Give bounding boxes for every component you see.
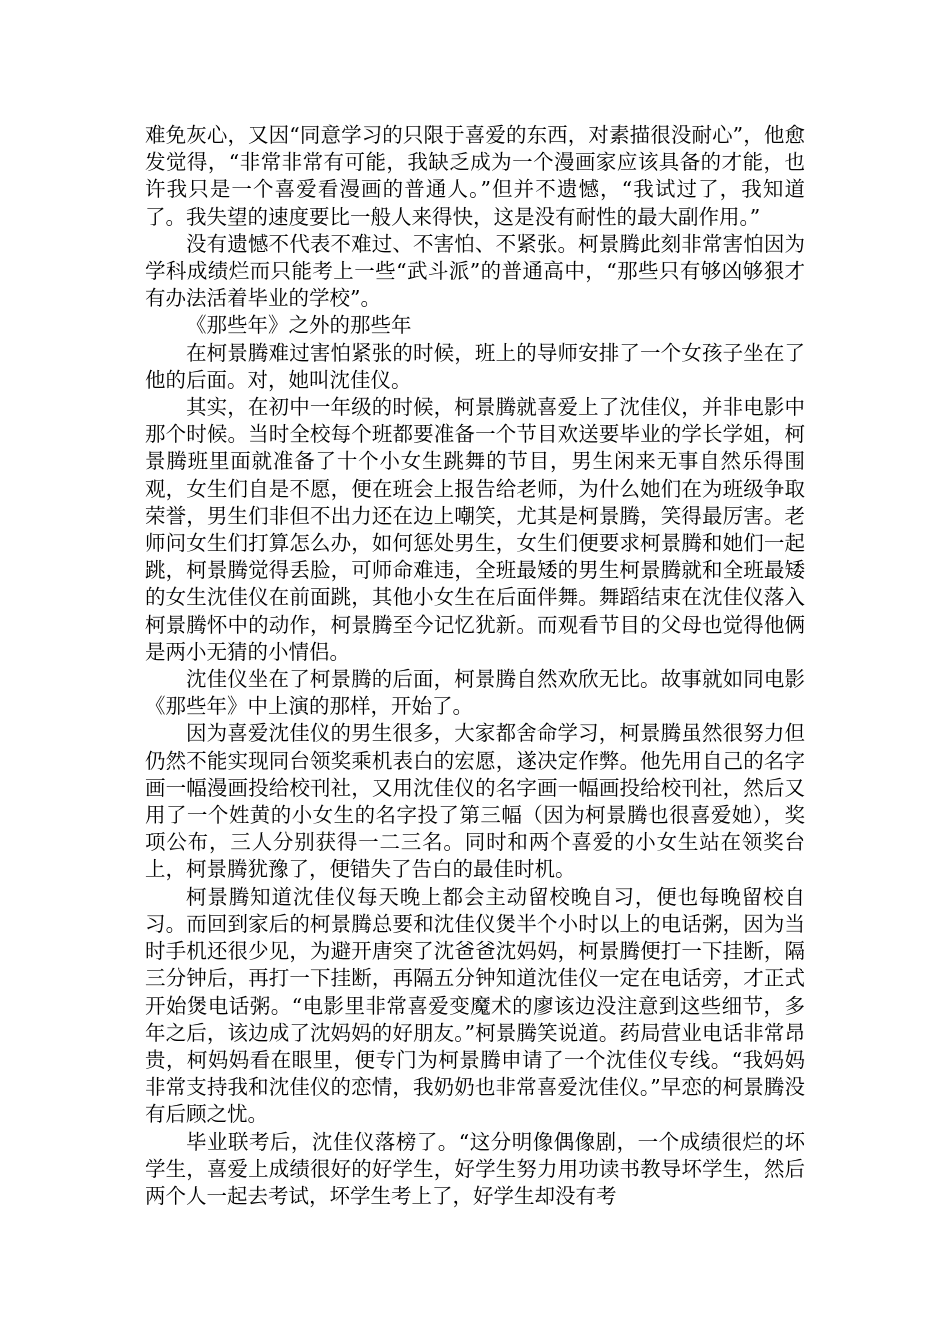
- paragraph: 在柯景腾难过害怕紧张的时候，班上的导师安排了一个女孩子坐在了他的后面。对，她叫沈佳仪。: [145, 340, 805, 392]
- paragraph: 因为喜爱沈佳仪的男生很多，大家都舍命学习，柯景腾虽然很努力但仍然不能实现同台领奖乘机表白的宏愿，遂决定作弊。他先用自己的名字画一幅漫画投给校刊社，又用沈佳仪的名字画一幅画投给校刊社，然后又用了一个姓黄的小女生的名字投了第三幅（因为柯景腾也很喜爱她），奖项公布，三人分别获得一二三名。同时和两个喜爱的小女生站在领奖台上，柯景腾犹豫了，便错失了告白的最佳时机。: [145, 721, 805, 882]
- paragraph: 柯景腾知道沈佳仪每天晚上都会主动留校晚自习，便也每晚留校自习。而回到家后的柯景腾总要和沈佳仪煲半个小时以上的电话粥，因为当时手机还很少见，为避开唐突了沈爸爸沈妈妈，柯景腾便打一下挂断，隔三分钟后，再打一下挂断，再隔五分钟知道沈佳仪一定在电话旁，才正式开始煲电话粥。“电影里非常喜爱变魔术的廖该边没注意到这些细节，多年之后，该边成了沈妈妈的好朋友。”柯景腾笑说道。药局营业电话非常昂贵，柯妈妈看在眼里，便专门为柯景腾申请了一个沈佳仪专线。“我妈妈非常支持我和沈佳仪的恋情，我奶奶也非常喜爱沈佳仪。”早恋的柯景腾没有后顾之忧。: [145, 884, 805, 1127]
- paragraph: 没有遗憾不代表不难过、不害怕、不紧张。柯景腾此刻非常害怕因为学科成绩烂而只能考上一些“武斗派”的普通高中，“那些只有够凶够狠才有办法活着毕业的学校”。: [145, 231, 805, 311]
- paragraph: 毕业联考后，沈佳仪落榜了。“这分明像偶像剧，一个成绩很烂的坏学生，喜爱上成绩很好的好学生，好学生努力用功读书教导坏学生，然后两个人一起去考试，坏学生考上了，好学生却没有考: [145, 1129, 805, 1208]
- section-heading: 《那些年》之外的那些年: [186, 313, 412, 338]
- paragraph-continuation: 难免灰心，又因“同意学习的只限于喜爱的东西，对素描很没耐心”，他愈发觉得，“非常非常有可能，我缺乏成为一个漫画家应该具备的才能，也许我只是一个喜爱看漫画的普通人。”但并不遗憾，“我试过了，我知道了。我失望的速度要比一般人来得快，这是没有耐性的最大副作用。”: [145, 123, 805, 229]
- paragraph: 沈佳仪坐在了柯景腾的后面，柯景腾自然欢欣无比。故事就如同电影《那些年》中上演的那样，开始了。: [145, 667, 805, 719]
- document-body: [145, 122, 805, 1210]
- paragraph: 其实，在初中一年级的时候，柯景腾就喜爱上了沈佳仪，并非电影中那个时候。当时全校每个班都要准备一个节目欢送要毕业的学长学姐，柯景腾班里面就准备了十个小女生跳舞的节目，男生闲来无事自然乐得围观，女生们自是不愿，便在班会上报告给老师，为什么她们在为班级争取荣誉，男生们非但不出力还在边上嘲笑，尤其是柯景腾，笑得最厉害。老师问女生们打算怎么办，如何惩处男生，女生们便要求柯景腾和她们一起跳，柯景腾觉得丢脸，可师命难违，全班最矮的男生柯景腾就和全班最矮的女生沈佳仪在前面跳，其他小女生在后面伴舞。舞蹈结束在沈佳仪落入柯景腾怀中的动作，柯景腾至今记忆犹新。而观看节目的父母也觉得他俩是两小无猜的小情侣。: [145, 395, 805, 664]
